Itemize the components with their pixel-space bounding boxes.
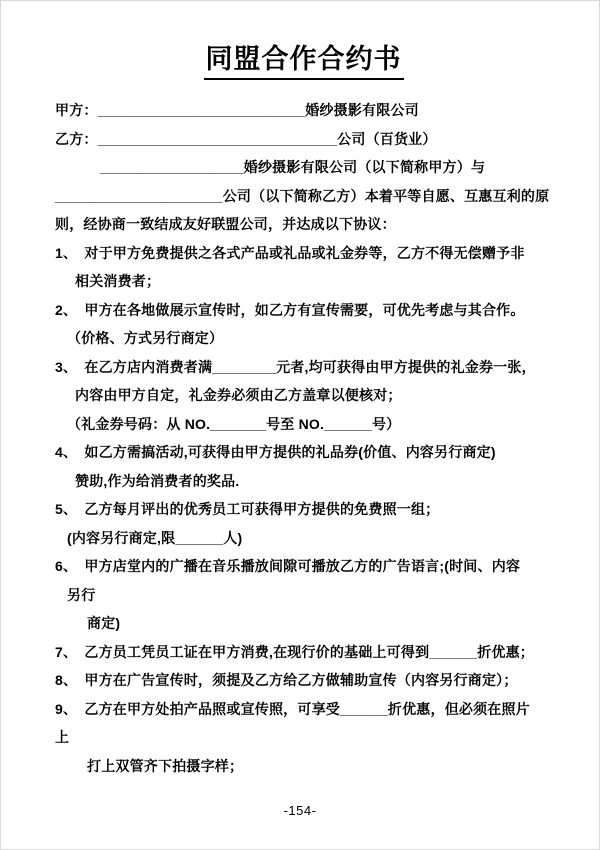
- title-container: [55, 42, 552, 80]
- clause-1-line-1: 1、 对于甲方免费提供之各式产品或礼品或礼金券等，乙方不得无偿赠予非: [55, 244, 525, 261]
- clause-6-line-3: 商定): [87, 615, 121, 631]
- clause-8-line-1: 8、 甲方在广告宣传时，须提及乙方给乙方做辅助宣传（内容另行商定）；: [55, 672, 518, 688]
- clause-6-line-2: 另行: [67, 586, 96, 603]
- party-a-line: 甲方：__________________________婚纱摄影有限公司: [55, 102, 419, 118]
- clause-1-line-2: 相关消费者；: [75, 273, 161, 289]
- clause-9-line-3: 打上双管齐下拍摄字样；: [87, 757, 244, 774]
- document-body: [55, 96, 552, 780]
- clause-2-line-1: 2、 甲方在各地做展示宣传时，如乙方有宣传需要，可优先考虑与其合作。: [55, 301, 525, 318]
- party-b-line: 乙方：______________________________公司（百货业）: [55, 130, 437, 147]
- clause-4-line-2: 赞助,作为给消费者的奖品.: [75, 472, 240, 489]
- clause-5-line-2: (内容另行商定,限______人): [67, 529, 243, 546]
- clause-3-line-3: （礼金券号码：从 NO._______号至 NO.______号）: [67, 415, 401, 432]
- preamble-line-3: 则，经协商一致结成友好联盟公司，并达成以下协议：: [55, 216, 396, 232]
- clause-3-line-2: 内容由甲方自定，礼金券必须由乙方盖章以便核对；: [75, 387, 402, 403]
- preamble-line-1: __________________婚纱摄影有限公司（以下简称甲方）与: [100, 159, 486, 175]
- document-title: 同盟合作合约书: [204, 42, 404, 80]
- clause-7-line-1: 7、 乙方员工凭员工证在甲方消费,在现行价的基础上可得到______折优惠；: [55, 643, 534, 660]
- preamble-line-2: _____________________公司（以下简称乙方）本着平等自愿、互惠互利的原: [55, 187, 550, 204]
- clause-3-line-1: 3、 在乙方店内消费者满________元者,均可获得由甲方提供的礼金券一张，: [55, 358, 536, 375]
- clause-4-line-1: 4、 如乙方需搞活动,可获得由甲方提供的礼品券(价值、内容另行商定): [55, 444, 496, 460]
- clause-9-line-1: 9、 乙方在甲方处拍产品照或宣传照，可享受______折优惠，但必须在照片: [55, 700, 530, 717]
- clause-2-line-2: （价格、方式另行商定）: [67, 330, 224, 346]
- clause-6-line-1: 6、 甲方店堂内的广播在音乐播放间隙可播放乙方的广告语言;(时间、内容: [55, 558, 521, 574]
- clause-9-line-2: 上: [55, 729, 70, 745]
- page-number: -154-: [283, 803, 317, 818]
- clause-5-line-1: 5、 乙方每月评出的优秀员工可获得甲方提供的免费照一组；: [55, 501, 440, 517]
